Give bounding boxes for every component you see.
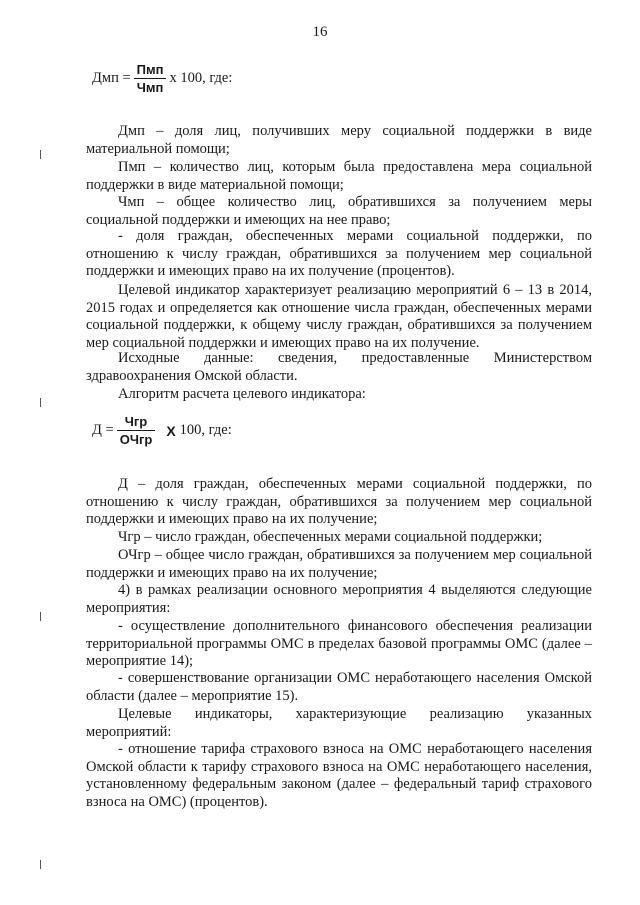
paragraph-ochgr-definition: ОЧгр – общее число граждан, обратившихся за получением мер социальной поддержки и имеющих право на их получение;	[86, 547, 592, 581]
formula-d-denominator: ОЧгр	[117, 430, 156, 447]
paragraph-target-indicators: Целевые индикаторы, характеризующие реализацию указанных мероприятий:	[86, 706, 592, 740]
formula-d	[92, 414, 232, 447]
formula-d-rhs: 100, где:	[179, 422, 232, 438]
formula-d-numerator: Чгр	[124, 414, 148, 429]
page-number: 16	[312, 24, 328, 40]
formula-d-multiply: Х	[166, 422, 176, 439]
margin-mark	[40, 398, 41, 407]
paragraph-tariff-ratio: - отношение тарифа страхового взноса на ОМС неработающего населения Омской области к тарифу страхового взноса на ОМС неработающего населения, установленному федеральным законом (далее – федеральный тариф страхового взноса на ОМС) (процентов).	[86, 741, 592, 810]
formula-dmp-fraction	[134, 62, 167, 95]
paragraph-indicator-description: - доля граждан, обеспеченных мерами социальной поддержки, по отношению к числу граждан, обратившихся за получением мер социальной поддержки и имеющих право на их получение (процентов).	[86, 228, 592, 280]
paragraph-activity-15: - совершенствование организации ОМС неработающего населения Омской области (далее – мероприятие 15).	[86, 670, 592, 704]
paragraph-pmp-definition: Пмп – количество лиц, которым была предоставлена мера социальной поддержки в виде материальной помощи;	[86, 159, 592, 193]
paragraph-chmp-definition: Чмп – общее количество лиц, обратившихся за получением меры социальной поддержки и имеющих на нее право;	[86, 194, 592, 228]
margin-mark	[40, 860, 41, 869]
paragraph-d-definition: Д – доля граждан, обеспеченных мерами социальной поддержки, по отношению к числу граждан, обратившихся за получением мер социальной поддержки и имеющих право на их получение;	[86, 476, 592, 528]
formula-dmp-lhs: Дмп =	[92, 70, 131, 86]
paragraph-chgr-definition: Чгр – число граждан, обеспеченных мерами социальной поддержки;	[118, 529, 543, 545]
paragraph-activity-14: - осуществление дополнительного финансового обеспечения реализации территориальной программы ОМС в пределах базовой программы ОМС (далее – мероприятие 14);	[86, 618, 592, 670]
formula-dmp-numerator: Пмп	[136, 62, 164, 77]
formula-dmp	[92, 62, 232, 95]
formula-dmp-denominator: Чмп	[134, 78, 167, 95]
paragraph-source-data: Исходные данные: сведения, предоставленные Министерством здравоохранения Омской области.	[86, 350, 592, 384]
formula-dmp-rhs: х 100, где:	[169, 70, 233, 86]
margin-mark	[40, 612, 41, 621]
formula-d-lhs: Д =	[92, 422, 114, 438]
margin-mark	[40, 150, 41, 159]
paragraph-main-activity-4: 4) в рамках реализации основного мероприятия 4 выделяются следующие мероприятия:	[86, 582, 592, 616]
paragraph-dmp-definition: Дмп – доля лиц, получивших меру социальной поддержки в виде материальной помощи;	[86, 123, 592, 157]
formula-d-fraction	[117, 414, 156, 447]
paragraph-algorithm-heading: Алгоритм расчета целевого индикатора:	[118, 386, 366, 402]
paragraph-indicator-characterization: Целевой индикатор характеризует реализацию мероприятий 6 – 13 в 2014, 2015 годах и определяется как отношение числа граждан, обеспеченных мерами социальной поддержки, к общему числу граждан, обратившихся за получением мер социальной поддержки и имеющих право на их получение.	[86, 282, 592, 351]
